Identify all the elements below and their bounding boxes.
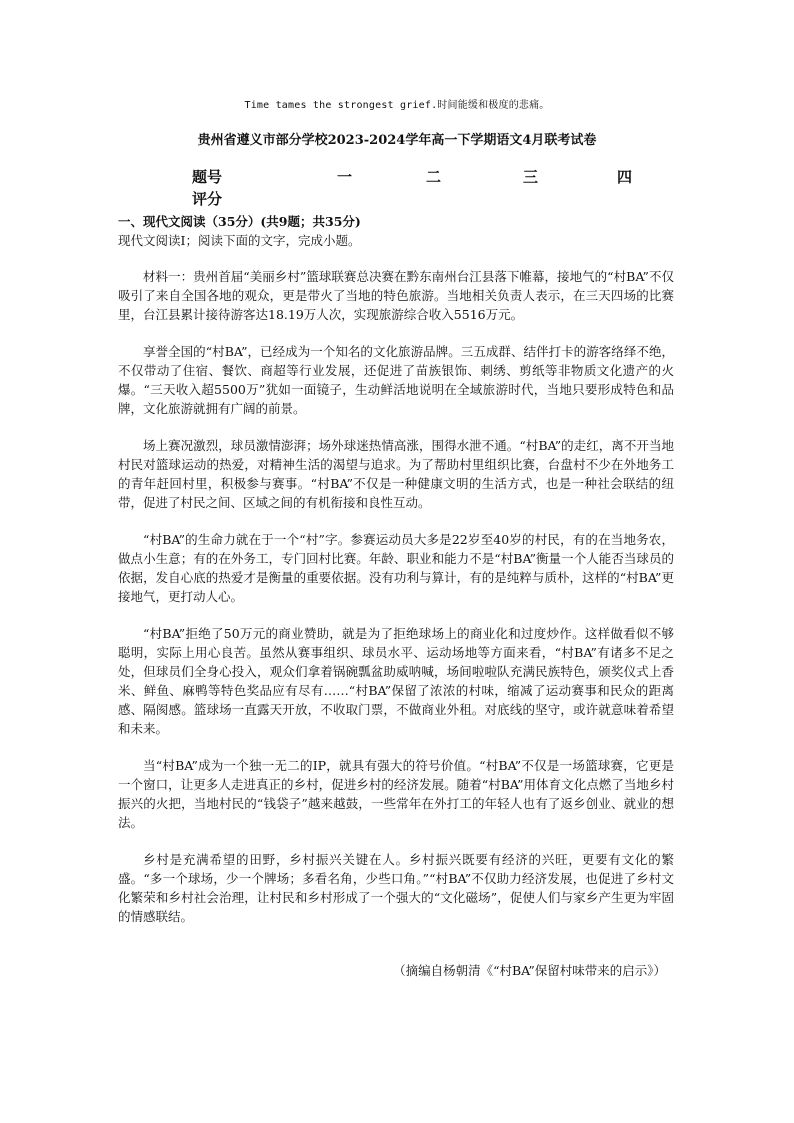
score-label: 评分 bbox=[192, 190, 223, 208]
reading-passage bbox=[118, 267, 674, 944]
paragraph: 享誉全国的“村BA”，已经成为一个知名的文化旅游品牌。三五成群、结伴打卡的游客络绎不绝，不仅带动了住宿、餐饮、商超等行业发展，还促进了苗族银饰、刺绣、剪纸等非物质文化遗产的火爆。“三天收入超5500万”犹如一面镜子，生动鲜活地说明在全域旅游时代，当地只要形成特色和品牌，文化旅游就拥有广阔的前景。 bbox=[118, 344, 674, 416]
header-motto: Time tames the strongest grief.时间能缓和极度的悲痛。 bbox=[244, 100, 550, 111]
score-table-score-row bbox=[192, 188, 642, 210]
question-number-label: 题号 bbox=[192, 168, 223, 186]
section-intro: 现代文阅读Ⅰ；阅读下面的文字，完成小题。 bbox=[118, 233, 361, 248]
passage-source: （摘编自杨朝清《“村BA”保留村味带来的启示》） bbox=[393, 963, 666, 978]
column-header-3: 三 bbox=[523, 168, 539, 186]
paragraph: 乡村是充满希望的田野，乡村振兴关键在人。乡村振兴既要有经济的兴旺，更要有文化的繁盛。“多一个球场，少一个牌场；多看名角，少些口角。”“村BA”不仅助力经济发展，也促进了乡村文化繁荣和乡村社会治理，让村民和乡村形成了一个强大的“文化磁场”，促使人们与家乡产生更为牢固的情感联结。 bbox=[118, 852, 674, 924]
exam-title: 贵州省遵义市部分学校2023-2024学年高一下学期语文4月联考试卷 bbox=[197, 133, 597, 148]
score-table-header-row bbox=[192, 166, 642, 188]
paragraph: 场上赛况激烈，球员激情澎湃；场外球迷热情高涨，围得水泄不通。“村BA”的走红，离不开当地村民对篮球运动的热爱，对精神生活的渴望与追求。为了帮助村里组织比赛，台盘村不少在外地务工的青年赶回村里，积极参与赛事。“村BA”不仅是一种健康文明的生活方式，也是一种社会联结的纽带，促进了村民之间、区域之间的有机衔接和良性互动。 bbox=[118, 438, 674, 510]
section-heading: 一、现代文阅读（35分）(共9题；共35分) bbox=[118, 214, 361, 229]
paragraph: 当“村BA”成为一个独一无二的IP，就具有强大的符号价值。“村BA”不仅是一场篮球赛，它更是一个窗口，让更多人走进真正的乡村，促进乡村的经济发展。随着“村BA”用体育文化点燃了当地乡村振兴的火把，当地村民的“钱袋子”越来越鼓，一些常年在外打工的年轻人也有了返乡创业、就业的想法。 bbox=[118, 758, 674, 830]
column-header-2: 二 bbox=[426, 168, 442, 186]
column-header-1: 一 bbox=[337, 168, 353, 186]
paragraph: “村BA”的生命力就在于一个“村”字。参赛运动员大多是22岁至40岁的村民，有的在当地务农，做点小生意；有的在外务工，专门回村比赛。年龄、职业和能力不是“村BA”衡量一个人能否当球员的依据，发自心底的热爱才是衡量的重要依据。没有功利与算计，有的是纯粹与质朴，这样的“村BA”更接地气，更打动人心。 bbox=[118, 532, 674, 604]
paragraph: “村BA”拒绝了50万元的商业赞助，就是为了拒绝球场上的商业化和过度炒作。这样做看似不够聪明，实际上用心良苦。虽然从赛事组织、球员水平、运动场地等方面来看，“村BA”有诸多不足之处，但球员们全身心投入，观众们拿着锅碗瓢盆助威呐喊，场间啦啦队充满民族特色，颁奖仪式上香米、鲜鱼、麻鸭等特色奖品应有尽有……“村BA”保留了浓浓的村味，缩减了运动赛事和民众的距离感、隔阂感。篮球场一直露天开放，不收取门票，不做商业外租。对底线的坚守，或许就意味着希望和未来。 bbox=[118, 626, 674, 736]
paragraph: 材料一：贵州首届“美丽乡村”篮球联赛总决赛在黔东南州台江县落下帷幕，接地气的“村BA”不仅吸引了来自全国各地的观众，更是带火了当地的特色旅游。当地相关负责人表示，在三天四场的比赛里，台江县累计接待游客达18.19万人次，实现旅游综合收入5516万元。 bbox=[118, 269, 674, 322]
column-header-4: 四 bbox=[617, 168, 633, 186]
score-table bbox=[192, 166, 642, 210]
